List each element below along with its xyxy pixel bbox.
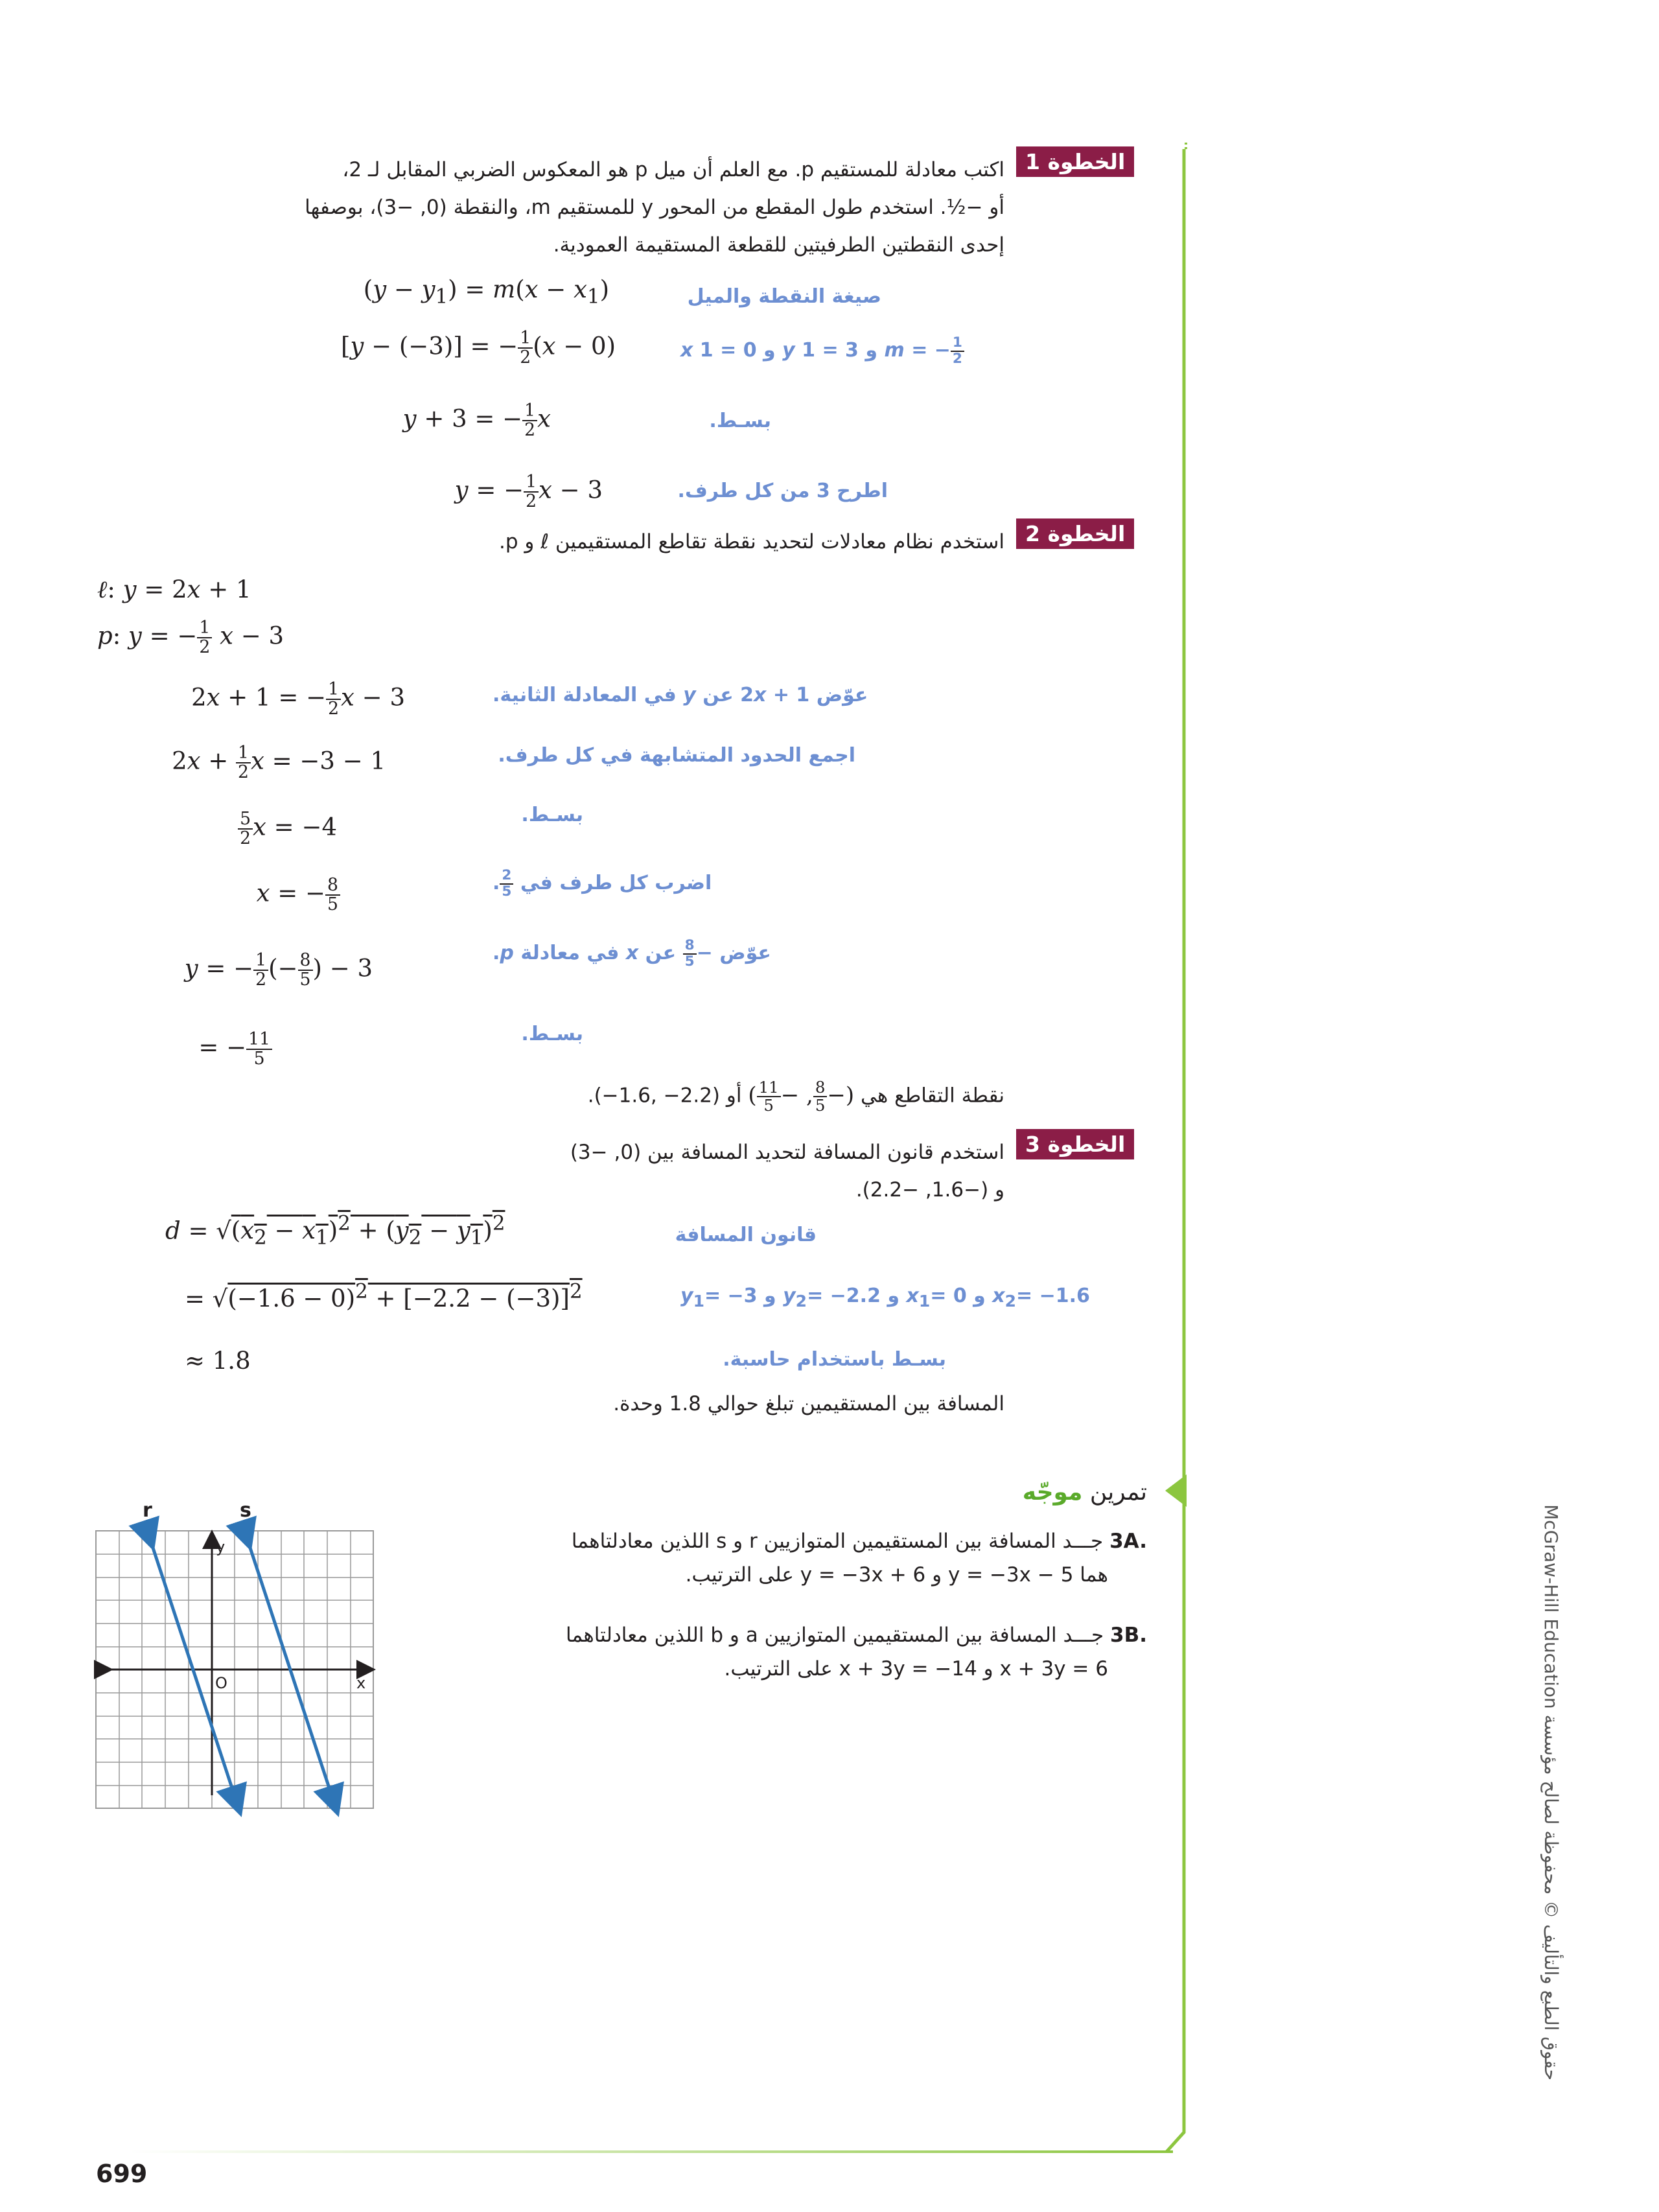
line-l-equation: ℓ: y = 2x + 1: [97, 576, 251, 603]
practice-title: [940, 1479, 1147, 1506]
step2-note5: عوّض − $\frac{8}{5}$ عن x في معادلة p.: [493, 937, 771, 970]
step3-conclusion: المسافة بين المستقيمين تبلغ حوالي 1.8 وحدة.: [613, 1392, 1004, 1415]
step2-eq5: y = − $\frac{1}{2}$ (− $\frac{8}{5}$ ) − 3: [184, 950, 373, 990]
graph-label-r: r: [143, 1499, 152, 1522]
step3-note2: $x_2= -1.6$ و $x_1= 0$ و $y_2= -2.2$ و $y_1= -3$: [680, 1285, 1090, 1310]
step1-note3: بسـط.: [709, 410, 771, 432]
graph-axis-x: x: [356, 1674, 366, 1692]
step2-note3: بسـط.: [521, 804, 583, 826]
practice-title-plain: تمرين: [1089, 1479, 1147, 1506]
intersection-statement: نقطة التقاطع هي (− $\frac{8}{5}$ , − $\frac{11}{5}$ ) أو (−1.6, −2.2).: [587, 1078, 1004, 1115]
step3-label: الخطوة 3: [1016, 1129, 1134, 1159]
step1-text-line1: اكتب معادلة للمستقيم p. مع العلم أن ميل p هو المعكوس الضربي المقابل لـ 2،: [342, 158, 1004, 181]
practice-arrow-icon: [1164, 1474, 1190, 1507]
step3-text-line2: و (−1.6, −2.2).: [855, 1178, 1004, 1202]
step3-eq1: $d = √(x_2 - x_1)^2 + (y_2 - y_1)^2$: [165, 1212, 505, 1250]
step3-eq2: = $√(-1.6 - 0)^2 + [-2.2 - (-3)]^2$: [185, 1280, 583, 1313]
step2-eq3: $\frac{5}{2}$ x = −4: [238, 810, 337, 848]
q3b-line1: [415, 1624, 1147, 1647]
page-number: 699: [96, 2160, 148, 2188]
step2-note1: عوّض 2x + 1 عن y في المعادلة الثانية.: [493, 684, 868, 706]
q3b-number: 3B.: [1110, 1624, 1147, 1647]
step3-eq3: ≈ 1.8: [185, 1347, 251, 1375]
q3b-text: جـــد المسافة بين المستقيمين المتوازيين a و b اللذين معادلتاهما: [566, 1624, 1104, 1647]
q3a-line1: [454, 1530, 1147, 1553]
q3a-text: جـــد المسافة بين المستقيمين المتوازيين r و s اللذين معادلتاهما: [571, 1530, 1104, 1553]
step1-note4: اطرح 3 من كل طرف.: [677, 480, 888, 502]
graph: [91, 1491, 389, 1828]
q3b-line2: x + 3y = 6 و x + 3y = −14 على الترتيب.: [724, 1657, 1108, 1681]
step1-eq2: [y − (−3)] = − $\frac{1}{2}$ (x − 0): [340, 328, 616, 367]
step1-note1: صيغة النقطة والميل: [687, 285, 881, 308]
copyright-side-text: حقوق الطبع والتأليف © محفوظة لصالح مؤسسة McGraw-Hill Education: [1540, 1504, 1562, 2080]
graph-axis-y: y: [216, 1538, 226, 1556]
step1-eq3: y + 3 = − $\frac{1}{2}$ x: [402, 401, 551, 440]
step2-eq1: 2x + 1 = − $\frac{1}{2}$ x − 3: [191, 679, 405, 719]
step1-eq1: $(y - y_1) = m(x - x_1)$: [363, 275, 609, 309]
graph-label-s: s: [240, 1499, 251, 1522]
step3-text-line1: استخدم قانون المسافة لتحديد المسافة بين (0, −3): [570, 1141, 1004, 1164]
graph-origin: O: [215, 1674, 227, 1692]
step2-eq2: 2x + $\frac{1}{2}$ x = −3 − 1: [172, 743, 386, 782]
practice-title-colored: موجّه: [1022, 1479, 1083, 1506]
step1-eq4: y = − $\frac{1}{2}$ x − 3: [454, 472, 603, 511]
step3-note1: قانون المسافة: [675, 1224, 817, 1246]
step2-eq6: = − $\frac{11}{5}$: [198, 1030, 272, 1068]
step1-text-line3: إحدى النقطتين الطرفيتين للقطعة المستقيمة العمودية.: [553, 233, 1004, 257]
step2-eq4: x = − $\frac{8}{5}$: [257, 876, 340, 914]
step2-note2: اجمع الحدود المتشابهة في كل طرف.: [498, 744, 855, 767]
step2-note4: اضرب كل طرف في $\frac{2}{5}$ .: [493, 867, 712, 900]
step1-label: الخطوة 1: [1016, 146, 1134, 177]
step1-note2: x 1 = 0 و y 1 = 3 و m = − $\frac{1}{2}$: [680, 336, 964, 366]
step2-note6: بسـط.: [521, 1023, 583, 1045]
step3-note3: بسـط باستخدام حاسبة.: [723, 1348, 946, 1371]
step2-text: استخدم نظام معادلات لتحديد نقطة تقاطع المستقيمين ℓ و p.: [499, 530, 1004, 553]
line-p-equation: p: y = − $\frac{1}{2}$ x − 3: [97, 618, 284, 657]
q3a-line2: هما y = −3x − 5 و y = −3x + 6 على الترتيب.: [685, 1563, 1108, 1587]
step2-label: الخطوة 2: [1016, 518, 1134, 549]
step1-text-line2: أو −½. استخدم طول المقطع من المحور y للمستقيم m، والنقطة (0, −3)، بوصفها: [305, 196, 1004, 219]
q3a-number: 3A.: [1109, 1530, 1147, 1553]
green-border: [1154, 143, 1192, 2158]
bottom-green-rule: [130, 2150, 1173, 2153]
